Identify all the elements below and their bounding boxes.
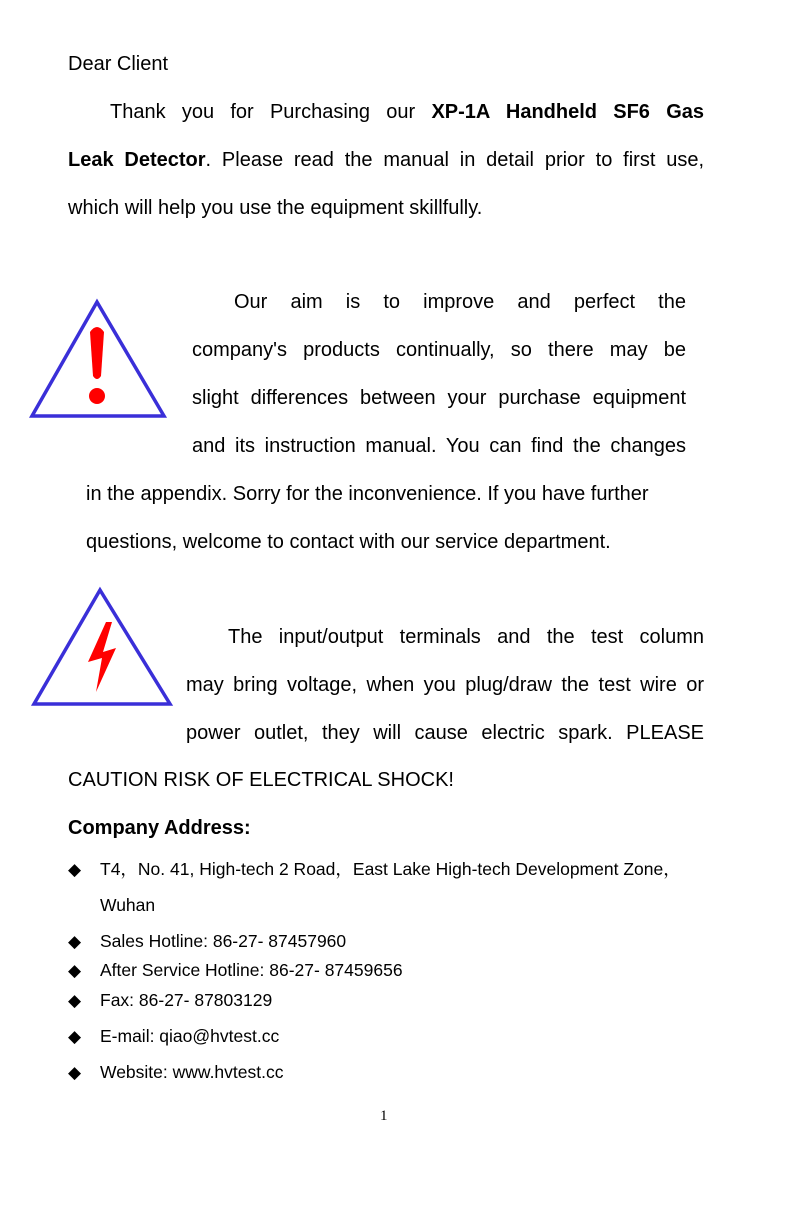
warning-exclamation-icon	[28, 298, 168, 420]
after-service-item	[68, 959, 403, 982]
intro-text-2: . Please read the manual in detail prior to first use,	[205, 149, 704, 171]
bullet-diamond-icon: ◆	[68, 991, 82, 1010]
intro-line-3: which will help you use the equipment skillfully.	[68, 197, 483, 219]
intro-line-1	[68, 100, 704, 124]
product-name-1: XP-1A Handheld SF6 Gas	[431, 101, 704, 123]
page-number: 1	[380, 1108, 388, 1124]
product-name-2: Leak Detector	[68, 149, 206, 171]
bullet-diamond-icon: ◆	[68, 932, 82, 951]
notice-shock-line-2: may bring voltage, when you plug/draw the test wire or	[186, 674, 704, 696]
notice-warning-line-4: and its instruction manual. You can find the changes	[192, 435, 686, 457]
fax-item	[68, 989, 273, 1012]
exclamation-bar	[90, 327, 104, 379]
intro-text-1: Thank you for Purchasing our	[110, 101, 432, 123]
address-line-1: T4，No. 41, High-tech 2 Road，East Lake High-tech Development Zone，	[100, 859, 681, 879]
email: E-mail: qiao@hvtest.cc	[100, 1026, 280, 1046]
email-item	[68, 1025, 280, 1048]
notice-warning-line-5: in the appendix. Sorry for the inconvenience. If you have further	[86, 483, 649, 505]
notice-shock-line-1: The input/output terminals and the test column	[228, 626, 704, 648]
notice-shock-line-4: CAUTION RISK OF ELECTRICAL SHOCK!	[68, 769, 454, 791]
bullet-diamond-icon: ◆	[68, 1063, 82, 1082]
fax: Fax: 86-27- 87803129	[100, 990, 273, 1010]
lightning-bolt	[88, 622, 116, 692]
intro-line-2	[68, 148, 704, 172]
notice-shock-line-3: power outlet, they will cause electric spark. PLEASE	[186, 722, 704, 744]
notice-warning-line-3: slight differences between your purchase equipment	[192, 387, 686, 409]
exclamation-dot	[89, 388, 105, 404]
notice-warning-line-6: questions, welcome to contact with our service department.	[86, 531, 611, 553]
website-item	[68, 1061, 284, 1084]
electric-shock-icon	[30, 586, 174, 708]
bullet-diamond-icon: ◆	[68, 860, 82, 879]
company-address-title: Company Address:	[68, 817, 251, 839]
notice-warning-line-2: company's products continually, so there may be	[192, 339, 686, 361]
greeting: Dear Client	[68, 53, 169, 75]
address-item	[68, 858, 681, 881]
address-line-2: Wuhan	[100, 895, 156, 915]
after-service-label: After Service Hotline	[100, 960, 260, 980]
sales-hotline-item	[68, 930, 347, 953]
after-service-value: : 86-27- 87459656	[259, 960, 403, 980]
website: Website: www.hvtest.cc	[100, 1062, 284, 1082]
bullet-diamond-icon: ◆	[68, 961, 82, 980]
sales-hotline: Sales Hotline: 86-27- 87457960	[100, 931, 347, 951]
bullet-diamond-icon: ◆	[68, 1027, 82, 1046]
notice-warning-line-1: Our aim is to improve and perfect the	[234, 291, 686, 313]
after-service-hotline	[100, 959, 403, 981]
